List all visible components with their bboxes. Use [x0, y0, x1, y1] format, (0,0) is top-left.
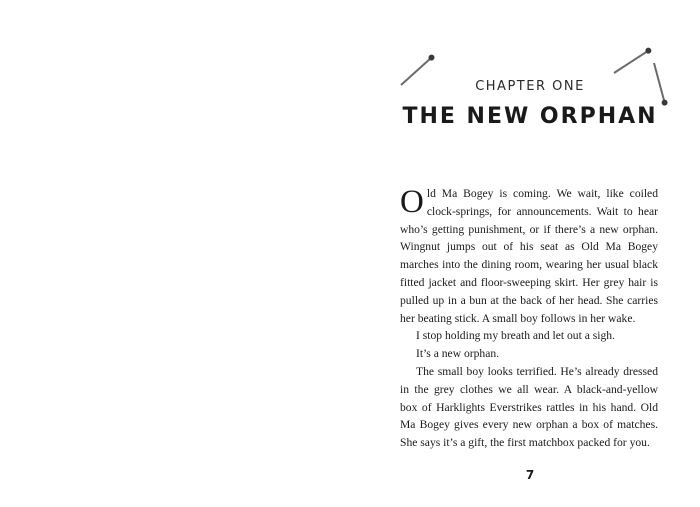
body-text [400, 185, 658, 452]
paragraph [400, 185, 658, 327]
paragraph: It’s a new orphan. [416, 347, 500, 361]
chapter-label: CHAPTER ONE [475, 79, 585, 94]
drop-cap: O [400, 184, 424, 220]
page-number: 7 [525, 468, 535, 482]
chapter-title: THE NEW ORPHAN [402, 104, 658, 129]
paragraph: The small boy looks terrified. He’s already dressed in the grey clothes we all wear. A black-and-yellow box of Harklights Everstrikes rattles in his hand. Old Ma Bogey gives every new orphan a box of matches. She says it’s a gift, the first matchbox packed for you. [400, 364, 658, 450]
paragraph: I stop holding my breath and let out a sigh. [416, 329, 615, 343]
paragraph-text: ld Ma Bogey is coming. We wait, like coiled clock-springs, for announcements. Wait to hear who’s getting punishment, or if there’s a new orphan. Wingnut jumps out of his seat as Old Ma Bogey marches into the dining room, wearing her usual black fitted jacket and floor-sweeping skirt. Her grey hair is pulled up in a bun at the back of her head. She carries her beating stick. A small boy follows in her wake. [400, 187, 658, 325]
